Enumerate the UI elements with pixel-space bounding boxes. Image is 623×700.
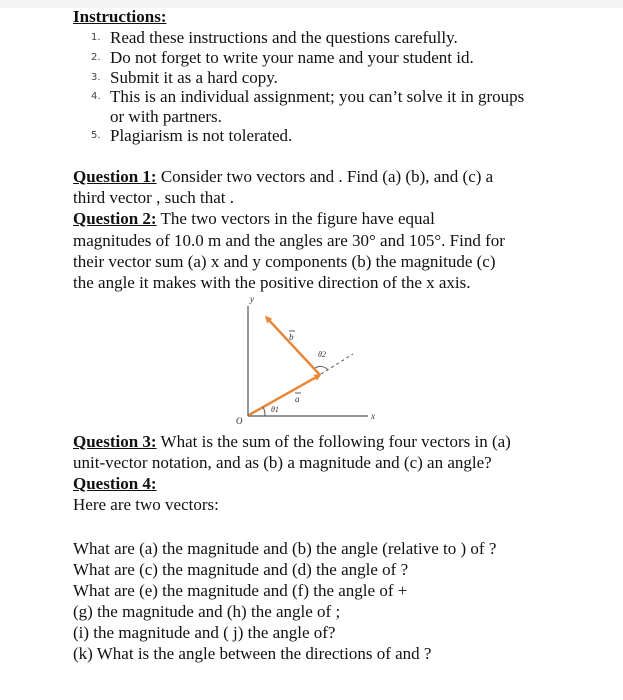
question3-label: Question 3: [73,432,157,451]
question2-text: The two vectors in the figure have equal [156,209,435,228]
question4-line: What are (a) the magnitude and (b) the angle (relative to ) of ? [73,539,497,558]
theta1-arc [263,407,265,416]
instruction-item: Submit it as a hard copy. [110,68,278,87]
vector-figure [225,292,385,427]
question4-line: What are (e) the magnitude and (f) the angle of + [73,581,408,600]
vector-a-arrow [249,375,320,415]
question4-line: Here are two vectors: [73,495,219,514]
theta1-label: θ1 [271,405,279,414]
question1-line [73,166,493,187]
question3-line: unit-vector notation, and as (b) a magnitude and (c) an angle? [73,453,492,472]
origin-label: O [236,416,243,426]
question4-line: (i) the magnitude and ( j) the angle of? [73,623,336,642]
theta2-arc [315,366,328,370]
question1-label: Question 1: [73,167,157,186]
instructions-title: Instructions: [73,7,167,26]
instruction-item: Plagiarism is not tolerated. [110,126,293,145]
question4-line: What are (c) the magnitude and (d) the angle of ? [73,560,409,579]
question3-line [73,431,511,452]
question4-line: (k) What is the angle between the directions of and ? [73,644,432,663]
question2-line: the angle it makes with the positive direction of the x axis. [73,273,471,292]
vector-diagram [225,292,385,427]
question4-line: (g) the magnitude and (h) the angle of ; [73,602,341,621]
vector-b-label: b [289,332,294,342]
instruction-item-continued: or with partners. [110,107,222,126]
question2-line: their vector sum (a) x and y components (b) the magnitude (c) [73,252,496,271]
instruction-number: 2. [91,52,101,63]
question4-label: Question 4: [73,474,157,493]
question2-label: Question 2: [73,209,157,228]
question2-line: magnitudes of 10.0 m and the angles are 30° and 105°. Find for [73,231,505,250]
question3-text: What is the sum of the following four vectors in (a) [156,432,511,451]
instruction-number: 3. [91,72,101,83]
question1-text: Consider two vectors and . Find (a) (b), and (c) a [156,167,494,186]
instruction-number: 4. [91,91,101,102]
instruction-number: 1. [91,32,101,43]
instruction-item: Read these instructions and the questions carefully. [110,28,458,47]
instruction-item: This is an individual assignment; you can’t solve it in groups [110,87,525,106]
instruction-number: 5. [91,130,101,141]
vector-b-arrow [266,317,320,375]
instruction-item: Do not forget to write your name and your student id. [110,48,474,67]
question2-line [73,208,435,229]
y-axis-label: y [250,294,254,304]
x-axis-label: x [371,411,375,421]
theta2-label: θ2 [318,350,326,359]
question1-line: third vector , such that . [73,188,234,207]
vector-a-label: a [295,394,300,404]
